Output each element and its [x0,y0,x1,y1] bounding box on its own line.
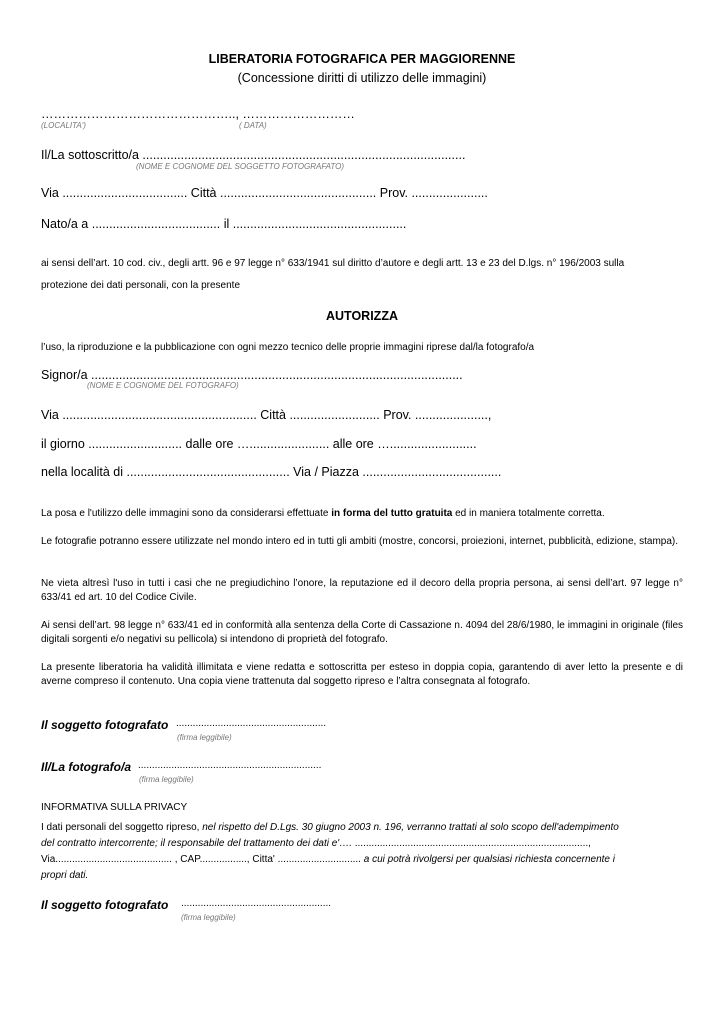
session-date-line: il giorno ........................... dalle ore …....................... alle ore …......................... [41,437,477,451]
date-hint: ( DATA) [239,121,267,130]
legal-intro-line1: ai sensi dell’art. 10 cod. civ., degli artt. 96 e 97 legge n° 633/1941 sul diritto d’autore e degli artt. 13 e 23 del D.lgs. n° 196/2003 sulla [41,258,625,269]
subject-birth-line: Nato/a a ..................................... il .................................................. [41,217,407,231]
photographer-signature-hint: (firma leggibile) [139,775,194,784]
usage-clause: Le fotografie potranno essere utilizzate nel mondo intero ed in tutti gli ambiti (mostre, concorsi, proiezioni, internet, pubblicità, edizione, stampa). [41,536,679,547]
privacy-signature-label: Il soggetto fotografato [41,898,169,912]
photographer-address-line: Via ........................................................ Città .......................... Prov. ....................., [41,408,492,422]
authorize-heading: AUTORIZZA [326,309,398,323]
photographer-name-line: Signor/a ........................................................................................................... [41,368,463,382]
subject-name-hint: (NOME E COGNOME DEL SOGGETTO FOTOGRAFATO) [136,162,345,171]
place-date-line: ……………………………………….., ……………………… [41,107,355,121]
subject-name-line: Il/La sottoscritto/a ............................................................................................. [41,148,466,162]
forbid-clause: Ne vieta altresì l'uso in tutti i casi che ne pregiudichino l’onore, la reputazione ed il decoro della propria persona, ai sensi dell’art. 97 legge n° 633/41 ed art. 10 del Codice Civile. [41,578,683,603]
subject-signature-label: Il soggetto fotografato [41,718,169,732]
photographer-signature-line: .................................................................. [138,760,322,771]
photographer-name-hint: (NOME E COGNOME DEL FOTOGRAFO) [87,381,239,390]
privacy-line-1: I dati personali del soggetto ripreso, nel rispetto del D.Lgs. 30 giugno 2003 n. 196, verranno trattati al solo scopo dell'adempimento [41,822,619,833]
document-title: LIBERATORIA FOTOGRAFICA PER MAGGIORENNE [208,52,516,66]
validity-clause: La presente liberatoria ha validità illimitata e viene redatta e sottoscritta per esteso in doppia copia, garantendo di aver letto la presente e di averne compreso il contenuto. Una copia viene trattenuta dal soggetto ripreso e l’altra consegnata al fotografo. [41,662,683,687]
privacy-line-4: propri dati. [41,870,89,881]
privacy-signature-hint: (firma leggibile) [181,913,236,922]
free-use-clause: La posa e l'utilizzo delle immagini sono da considerarsi effettuate in forma del tutto gratuita ed in maniera totalmente corretta. [41,508,605,519]
privacy-line-2: del contratto intercorrente; il responsabile del trattamento dei dati e'…. ...................................................................................., [41,838,591,849]
privacy-text [41,820,683,884]
authorize-text: l’uso, la riproduzione e la pubblicazione con ogni mezzo tecnico delle proprie immagini riprese dal/la fotografo/a [41,342,535,353]
subject-signature-hint: (firma leggibile) [177,733,232,742]
privacy-line-3: Via.......................................... , CAP................., Citta' .............................. a cui potrà rivolgersi per qualsiasi richiesta concernente i [41,854,615,865]
legal-intro-line2: protezione dei dati personali, con la presente [41,280,241,291]
session-location-line: nella località di ............................................... Via / Piazza ........................................ [41,465,502,479]
subject-signature-line: ...................................................... [176,718,327,729]
subject-address-line: Via .................................... Città ............................................. Prov. ...................... [41,186,488,200]
ownership-clause: Ai sensi dell’art. 98 legge n° 633/41 ed in conformità alla sentenza della Corte di Cassazione n. 4094 del 28/6/1980, le immagini in originale (files digitali sorgenti e/o negativi su pellicola) si intendono di proprietà del fotografo. [41,620,683,645]
place-hint: (LOCALITA') [41,121,86,130]
photographer-signature-label: Il/La fotografo/a [41,760,131,774]
privacy-signature-line: ...................................................... [181,898,332,909]
privacy-heading: INFORMATIVA SULLA PRIVACY [41,802,188,813]
document-subtitle: (Concessione diritti di utilizzo delle immagini) [237,71,487,85]
